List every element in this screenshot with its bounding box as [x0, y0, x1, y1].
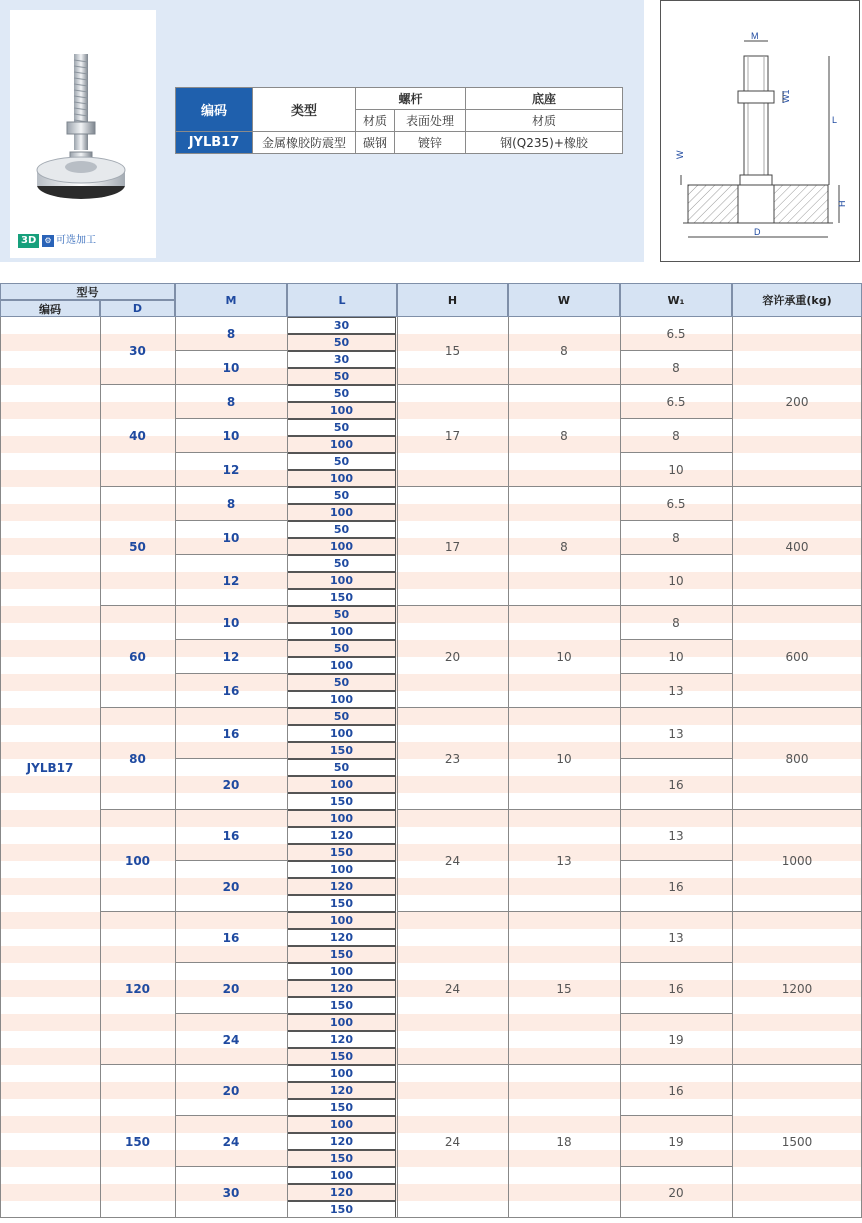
- spec-screw-material-value: 碳钢: [356, 132, 395, 154]
- header-code: 编码: [0, 300, 100, 317]
- load-cell: 1200: [781, 981, 813, 996]
- l-cell: 120: [287, 827, 396, 844]
- column-line: [397, 317, 398, 1218]
- m-cell: 12: [222, 650, 240, 664]
- m-cell: 24: [222, 1134, 240, 1149]
- w1-cell: 6.5: [666, 395, 686, 409]
- l-cell: 100: [287, 470, 396, 487]
- dim-label-w1: W1: [781, 89, 791, 103]
- header-l: L: [287, 283, 397, 317]
- w1-cell: 19: [668, 1134, 684, 1149]
- column-line: [0, 317, 1, 1218]
- m-cell: 20: [222, 777, 240, 792]
- w1-cell: 10: [668, 573, 684, 588]
- m-cell: 8: [226, 395, 236, 409]
- w-cell: 8: [560, 429, 568, 443]
- d-cell: 50: [129, 539, 146, 554]
- size-table: [0, 283, 862, 1223]
- l-cell: 150: [287, 742, 396, 759]
- l-cell: 120: [287, 929, 396, 946]
- w-cell: 18: [556, 1134, 572, 1149]
- l-cell: 50: [287, 708, 396, 725]
- l-cell: 100: [287, 1167, 396, 1184]
- spec-screw-header: 螺杆: [356, 88, 466, 110]
- l-cell: 150: [287, 1150, 396, 1167]
- dim-label-w: W: [675, 150, 685, 159]
- l-cell: 50: [287, 334, 396, 351]
- d-cell: 40: [129, 429, 146, 443]
- load-cell: 1500: [781, 1134, 813, 1149]
- w-cell: 15: [556, 981, 572, 996]
- m-cell: 8: [226, 327, 236, 341]
- dim-label-l: L: [832, 115, 838, 125]
- load-cell: 600: [785, 650, 809, 664]
- header-load: 容许承重(kg): [732, 283, 862, 317]
- l-cell: 50: [287, 555, 396, 572]
- m-cell: 20: [222, 879, 240, 894]
- l-cell: 120: [287, 1031, 396, 1048]
- l-cell: 50: [287, 385, 396, 402]
- w1-cell: 16: [668, 777, 684, 792]
- h-cell: 17: [444, 539, 461, 554]
- w1-cell: 6.5: [666, 327, 686, 341]
- dim-label-h: H: [837, 200, 847, 207]
- l-cell: 50: [287, 759, 396, 776]
- column-line: [508, 317, 509, 1218]
- m-cell: 16: [222, 726, 240, 741]
- spec-material-header: 材质: [356, 110, 395, 132]
- h-cell: 15: [444, 344, 461, 358]
- w1-cell: 13: [668, 726, 684, 741]
- l-cell: 100: [287, 912, 396, 929]
- w1-cell: 16: [668, 879, 684, 894]
- dim-label-m: M: [751, 31, 759, 41]
- spec-type-value: 金属橡胶防震型: [253, 132, 356, 154]
- l-cell: 100: [287, 572, 396, 589]
- gear-icon: ⚙: [42, 235, 54, 247]
- w-cell: 13: [556, 854, 572, 868]
- l-cell: 150: [287, 1099, 396, 1116]
- m-cell: 12: [222, 573, 240, 588]
- spec-code-header: 编码: [176, 88, 253, 132]
- load-cell: 1000: [781, 854, 813, 868]
- spec-surface-header: 表面处理: [395, 110, 466, 132]
- l-cell: 120: [287, 1184, 396, 1201]
- l-cell: 150: [287, 589, 396, 606]
- w1-cell: 13: [668, 930, 684, 945]
- column-line: [620, 317, 621, 1218]
- w-cell: 8: [560, 539, 568, 554]
- l-cell: 150: [287, 793, 396, 810]
- l-cell: 100: [287, 504, 396, 521]
- header-m: M: [175, 283, 287, 317]
- optional-processing-label: 可选加工: [56, 235, 96, 246]
- m-cell: 16: [222, 684, 240, 698]
- w1-cell: 8: [672, 616, 680, 630]
- spec-code-value: JYLB17: [176, 132, 253, 154]
- l-cell: 100: [287, 691, 396, 708]
- spec-base-material-header: 材质: [466, 110, 623, 132]
- d-cell: 100: [124, 854, 151, 868]
- column-line: [175, 317, 176, 1218]
- m-cell: 8: [226, 497, 236, 511]
- w1-cell: 8: [672, 429, 680, 443]
- w-cell: 10: [556, 752, 572, 766]
- h-cell: 17: [444, 429, 461, 443]
- w1-cell: 13: [668, 684, 684, 698]
- dimension-drawing: [660, 0, 860, 262]
- h-cell: 24: [444, 1134, 461, 1149]
- w1-cell: 20: [668, 1185, 684, 1200]
- d-cell: 80: [129, 752, 146, 766]
- spec-screw-surface-value: 镀锌: [395, 132, 466, 154]
- l-cell: 150: [287, 1201, 396, 1218]
- d-cell: 120: [124, 981, 151, 996]
- spec-base-header: 底座: [466, 88, 623, 110]
- w1-cell: 6.5: [666, 497, 686, 511]
- w1-cell: 8: [672, 361, 680, 375]
- header-d: D: [100, 300, 175, 317]
- m-cell: 20: [222, 981, 240, 996]
- m-cell: 16: [222, 828, 240, 843]
- load-cell: 400: [785, 539, 809, 554]
- w1-cell: 13: [668, 828, 684, 843]
- l-cell: 100: [287, 1116, 396, 1133]
- h-cell: 24: [444, 981, 461, 996]
- l-cell: 50: [287, 419, 396, 436]
- m-cell: 16: [222, 930, 240, 945]
- w1-cell: 16: [668, 1083, 684, 1098]
- h-cell: 24: [444, 854, 461, 868]
- m-cell: 10: [222, 361, 240, 375]
- table-bottom-line: [0, 1217, 862, 1218]
- column-line: [287, 317, 288, 1218]
- l-cell: 100: [287, 725, 396, 742]
- l-cell: 150: [287, 895, 396, 912]
- dim-label-d: D: [754, 227, 761, 237]
- load-cell: 800: [785, 752, 809, 766]
- header-model: 型号: [0, 283, 175, 300]
- l-cell: 100: [287, 657, 396, 674]
- l-cell: 100: [287, 538, 396, 555]
- load-cell: 200: [785, 395, 809, 409]
- w1-cell: 10: [668, 650, 684, 664]
- l-cell: 50: [287, 521, 396, 538]
- w-cell: 8: [560, 344, 568, 358]
- l-cell: 50: [287, 453, 396, 470]
- l-cell: 150: [287, 997, 396, 1014]
- w1-cell: 8: [672, 531, 680, 545]
- m-cell: 20: [222, 1083, 240, 1098]
- l-cell: 100: [287, 1014, 396, 1031]
- l-cell: 50: [287, 674, 396, 691]
- l-cell: 100: [287, 810, 396, 827]
- header-h: H: [397, 283, 508, 317]
- w1-cell: 16: [668, 981, 684, 996]
- l-cell: 30: [287, 351, 396, 368]
- product-photo: [10, 10, 156, 258]
- spec-type-header: 类型: [253, 88, 356, 132]
- l-cell: 100: [287, 963, 396, 980]
- d-cell: 150: [124, 1134, 151, 1149]
- l-cell: 50: [287, 606, 396, 623]
- h-cell: 23: [444, 752, 461, 766]
- spec-table: [175, 87, 623, 154]
- h-cell: 20: [444, 650, 461, 664]
- l-cell: 120: [287, 980, 396, 997]
- m-cell: 10: [222, 531, 240, 545]
- m-cell: 30: [222, 1185, 240, 1200]
- header-w1: W₁: [620, 283, 732, 317]
- l-cell: 100: [287, 1065, 396, 1082]
- l-cell: 100: [287, 861, 396, 878]
- l-cell: 150: [287, 844, 396, 861]
- code-cell: JYLB17: [26, 760, 74, 775]
- d-cell: 30: [129, 344, 146, 358]
- header-w: W: [508, 283, 620, 317]
- l-cell: 30: [287, 317, 396, 334]
- w1-cell: 10: [668, 463, 684, 477]
- w-cell: 10: [556, 650, 572, 664]
- spec-base-material-value: 钢(Q235)+橡胶: [466, 132, 623, 154]
- w1-cell: 19: [668, 1032, 684, 1047]
- l-cell: 120: [287, 1133, 396, 1150]
- l-cell: 100: [287, 436, 396, 453]
- l-cell: 100: [287, 623, 396, 640]
- m-cell: 10: [222, 429, 240, 443]
- column-line: [100, 317, 101, 1218]
- l-cell: 120: [287, 1082, 396, 1099]
- l-cell: 100: [287, 776, 396, 793]
- d-cell: 60: [129, 650, 146, 664]
- m-cell: 10: [222, 616, 240, 630]
- l-cell: 120: [287, 878, 396, 895]
- l-cell: 100: [287, 402, 396, 419]
- l-cell: 50: [287, 487, 396, 504]
- 3d-badge: 3D: [18, 234, 39, 248]
- optional-processing-badge: [42, 234, 96, 248]
- l-cell: 150: [287, 1048, 396, 1065]
- l-cell: 50: [287, 640, 396, 657]
- l-cell: 50: [287, 368, 396, 385]
- l-cell: 150: [287, 946, 396, 963]
- m-cell: 12: [222, 463, 240, 477]
- column-line: [732, 317, 733, 1218]
- m-cell: 24: [222, 1032, 240, 1047]
